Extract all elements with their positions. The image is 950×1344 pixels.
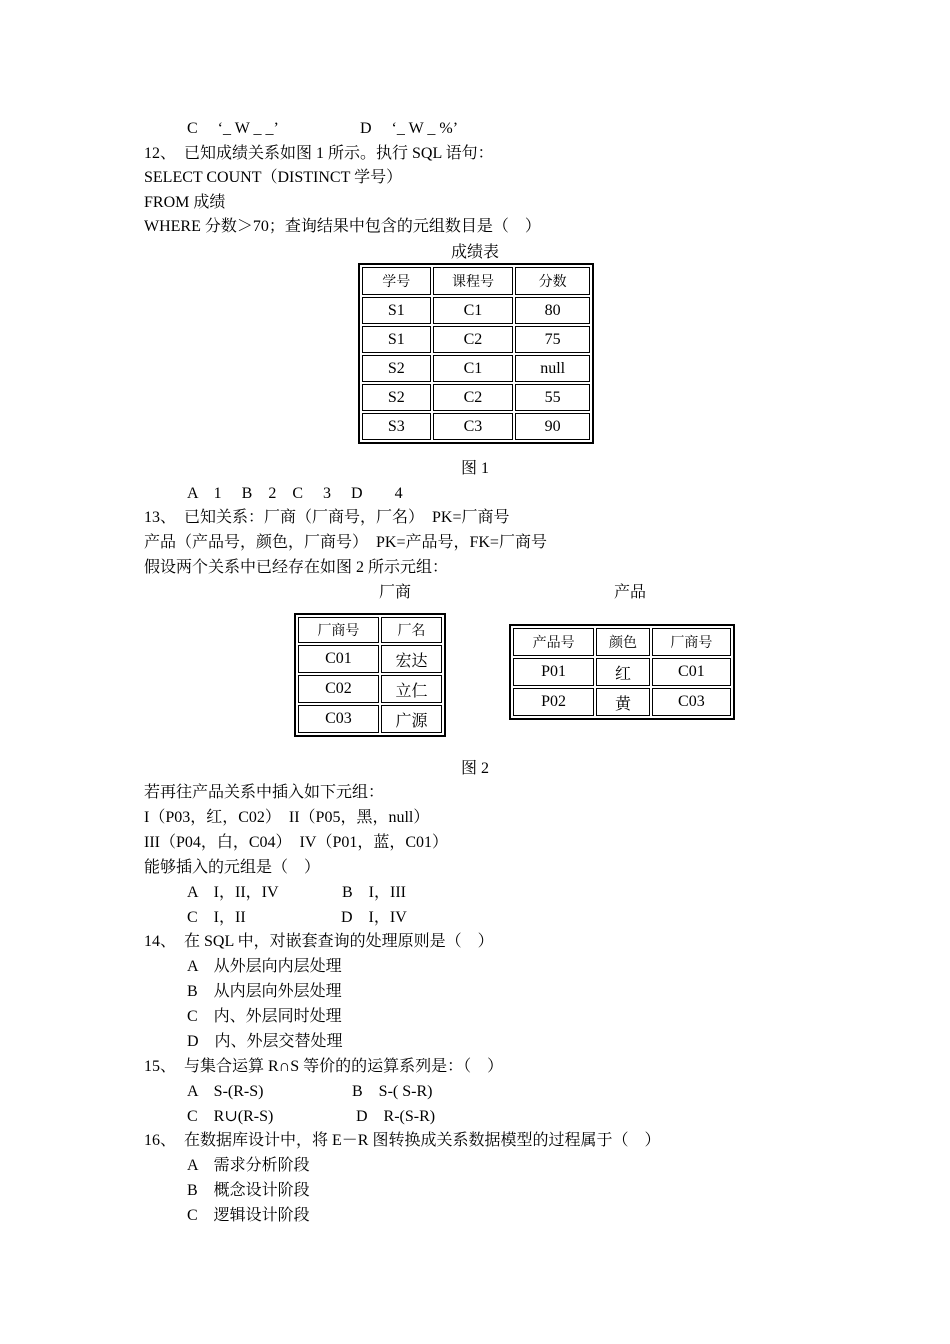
q15-option-d: D R-(S-R) (356, 1108, 436, 1125)
table-row (362, 384, 590, 411)
table-cell: S2 (362, 355, 431, 382)
table-cell: S1 (362, 326, 431, 353)
table-row (362, 413, 590, 440)
table-cell: null (515, 355, 590, 382)
table-cell: C01 (652, 658, 731, 686)
product-table-title: 产品 (613, 584, 646, 601)
table-row (298, 675, 442, 703)
q16-option-a: A 需求分析阶段 (187, 1157, 310, 1174)
table-header: 课程号 (433, 267, 514, 295)
q14-option-a: A 从外层向内层处理 (187, 958, 342, 975)
table-cell: C2 (433, 326, 514, 353)
table-row (513, 658, 731, 686)
table-header: 厂商号 (652, 628, 731, 656)
table-cell: C02 (298, 675, 379, 703)
q15-option-b: B S-( S-R) (352, 1083, 433, 1100)
q12-sql-where: WHERE 分数＞70；查询结果中包含的元组数目是（ ） (144, 218, 541, 235)
q16-stem: 16、 在数据库设计中，将 E－R 图转换成关系数据模型的过程属于（ ） (144, 1132, 661, 1149)
table-header: 厂名 (381, 617, 442, 643)
table-cell: 黄 (596, 688, 649, 716)
q13-stem: 13、 已知关系：厂商（厂商号，厂名） PK=厂商号 (144, 509, 510, 526)
table-cell: C01 (298, 645, 379, 673)
q16-option-c: C 逻辑设计阶段 (187, 1207, 310, 1224)
table-header: 分数 (515, 267, 590, 295)
table-row (298, 645, 442, 673)
q11-option-c: C ‘_ W _ _’ (187, 120, 279, 137)
table-header: 颜色 (596, 628, 649, 656)
table-cell: 80 (515, 297, 590, 324)
table-row (362, 326, 590, 353)
q15-stem: 15、 与集合运算 R∩S 等价的的运算系列是：（ ） (144, 1058, 504, 1075)
table-header: 产品号 (513, 628, 594, 656)
table-row (362, 355, 590, 382)
table-cell: C03 (298, 705, 379, 733)
vendor-table (294, 613, 446, 737)
table-cell: 红 (596, 658, 649, 686)
table-cell: C03 (652, 688, 731, 716)
q14-option-d: D 内、外层交替处理 (187, 1033, 343, 1050)
table-cell: 立仁 (381, 675, 442, 703)
table-cell: 宏达 (381, 645, 442, 673)
q16-option-b: B 概念设计阶段 (187, 1182, 310, 1199)
q13-tuples-3-4: III（P04，白，C04） IV（P01，蓝，C01） (144, 834, 449, 851)
q11-option-d: D ‘_ W _ %’ (360, 120, 459, 137)
q15-option-c: C R∪(R-S) (187, 1108, 274, 1125)
table-cell: S1 (362, 297, 431, 324)
table-cell: C3 (433, 413, 514, 440)
table-cell: S2 (362, 384, 431, 411)
q13-option-b: B I，III (342, 884, 406, 901)
vendor-table-title: 厂商 (378, 584, 411, 601)
table-cell: 90 (515, 413, 590, 440)
q13-option-c: C I，II (187, 909, 246, 926)
figure-1-caption: 图 1 (460, 460, 489, 477)
q13-insert-intro: 若再往产品关系中插入如下元组： (144, 784, 385, 801)
q15-option-a: A S-(R-S) (187, 1083, 264, 1100)
grades-header-row (362, 267, 590, 295)
grades-table (358, 263, 594, 444)
q13-intro: 假设两个关系中已经存在如图 2 所示元组： (144, 559, 449, 576)
q14-stem: 14、 在 SQL 中，对嵌套查询的处理原则是（ ） (144, 933, 494, 950)
table-header: 学号 (362, 267, 431, 295)
table-cell: 广源 (381, 705, 442, 733)
q12-sql-select: SELECT COUNT（DISTINCT 学号） (144, 169, 403, 186)
q13-product-schema: 产品（产品号，颜色，厂商号） PK=产品号，FK=厂商号 (144, 534, 547, 551)
table-cell: 55 (515, 384, 590, 411)
table-cell: C1 (433, 355, 514, 382)
table-row (362, 297, 590, 324)
table-row (513, 688, 731, 716)
table-cell: C1 (433, 297, 514, 324)
product-header-row (513, 628, 731, 656)
vendor-header-row (298, 617, 442, 643)
table-cell: C2 (433, 384, 514, 411)
q13-question: 能够插入的元组是（ ） (144, 859, 321, 876)
q12-sql-from: FROM 成绩 (144, 194, 226, 211)
q12-stem: 12、 已知成绩关系如图 1 所示。执行 SQL 语句： (144, 145, 494, 162)
figure-2-caption: 图 2 (460, 760, 489, 777)
q14-option-b: B 从内层向外层处理 (187, 983, 342, 1000)
q13-option-a: A I，II，IV (187, 884, 279, 901)
q13-tuples-1-2: I（P03，红，C02） II（P05，黑，null） (144, 809, 430, 826)
table-row (298, 705, 442, 733)
q13-option-d: D I，IV (341, 909, 407, 926)
q14-option-c: C 内、外层同时处理 (187, 1008, 342, 1025)
table-header: 厂商号 (298, 617, 379, 643)
table-cell: 75 (515, 326, 590, 353)
q12-options: A 1 B 2 C 3 D 4 (187, 485, 403, 502)
grades-table-title: 成绩表 (450, 244, 499, 261)
table-cell: P02 (513, 688, 594, 716)
table-cell: P01 (513, 658, 594, 686)
table-cell: S3 (362, 413, 431, 440)
product-table (509, 624, 735, 720)
